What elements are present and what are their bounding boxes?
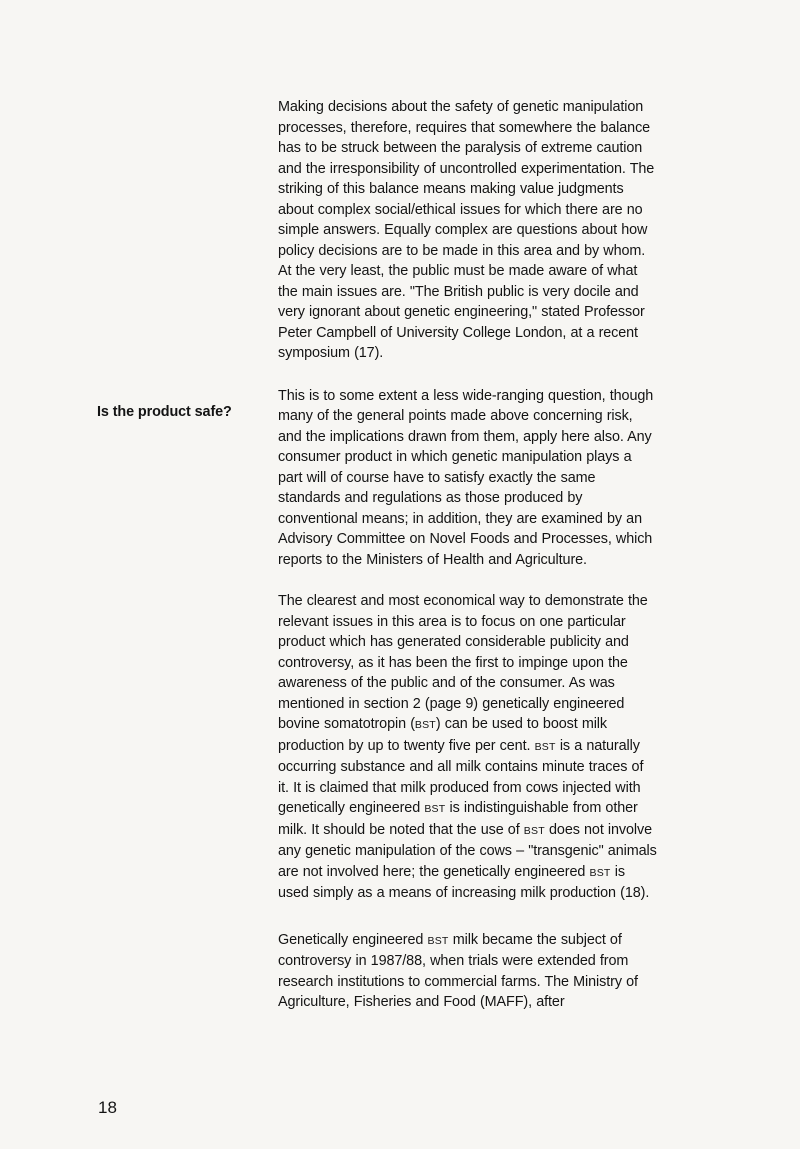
- text-segment: is indistinguishable from other milk. It should be noted that the use of: [278, 800, 638, 838]
- paragraph-product-safety-intro: [278, 386, 658, 571]
- text-segment: is a naturally occurring substance and all milk contains minute traces of it. It is claimed that milk produced from cows injected with genetically engineered: [278, 737, 644, 816]
- text-segment: ) can be used to boost milk production by up to twenty five per cent.: [278, 716, 608, 754]
- abbreviation-bst: BST: [534, 740, 556, 753]
- main-text-column: [278, 97, 658, 1013]
- page-number: 18: [98, 1098, 117, 1117]
- text-segment: milk became the subject of controversy in 1987/88, when trials were extended from research institutions to commercial farms. The Ministry of Agriculture, Fisheries and Food (MAFF), after: [278, 931, 638, 1010]
- paragraph-bst-controversy: [278, 930, 658, 1013]
- paragraph-bst-example: [278, 591, 658, 904]
- paragraph-balance-of-risk: [278, 97, 658, 364]
- text-segment: is used simply as a means of increasing milk production (18).: [278, 863, 650, 901]
- abbreviation-bst: BST: [427, 934, 449, 947]
- text-segment: does not involve any genetic manipulation of the cows – "transgenic" animals are not involved here; the genetically engineered: [278, 821, 657, 880]
- text-segment: The clearest and most economical way to demonstrate the relevant issues in this area is to focus on one particular product which has generated considerable publicity and controversy, as it has been the first to impinge upon the awareness of the public and of the consumer. As was mentioned in section 2 (page 9) genetically engineered bovine somatotropin (: [278, 593, 648, 732]
- abbreviation-bst: BST: [589, 866, 611, 879]
- text-segment: Genetically engineered: [278, 931, 428, 948]
- abbreviation-bst: BST: [424, 803, 446, 815]
- text-segment: This is to some extent a less wide-ranging question, though many of the general points made above concerning risk, and the implications drawn from them, apply here also. Any consumer product in which genetic manipulation plays a part will of course have to satisfy exactly the same standards and regulations as those produced by conventional means; in addition, they are examined by an Advisory Committee on Novel Foods and Processes, which reports to the Ministers of Health and Agriculture.: [278, 387, 654, 568]
- section-heading-product-safety: Is the product safe?: [97, 404, 232, 420]
- abbreviation-bst: BST: [523, 824, 545, 837]
- text-segment: Making decisions about the safety of genetic manipulation processes, therefore, requires that somewhere the balance has to be struck between the paralysis of extreme caution and the irresponsibility of uncontrolled experimentation. The striking of this balance means making value judgments about complex social/ethical issues for which there are no simple answers. Equally complex are questions about how policy decisions are to be made in this area and by whom. At the very least, the public must be made aware of what the main issues are. "The British public is very docile and very ignorant about genetic engineering," stated Professor Peter Campbell of University College London, at a recent symposium (17).: [278, 99, 655, 361]
- abbreviation-bst: BST: [414, 719, 436, 731]
